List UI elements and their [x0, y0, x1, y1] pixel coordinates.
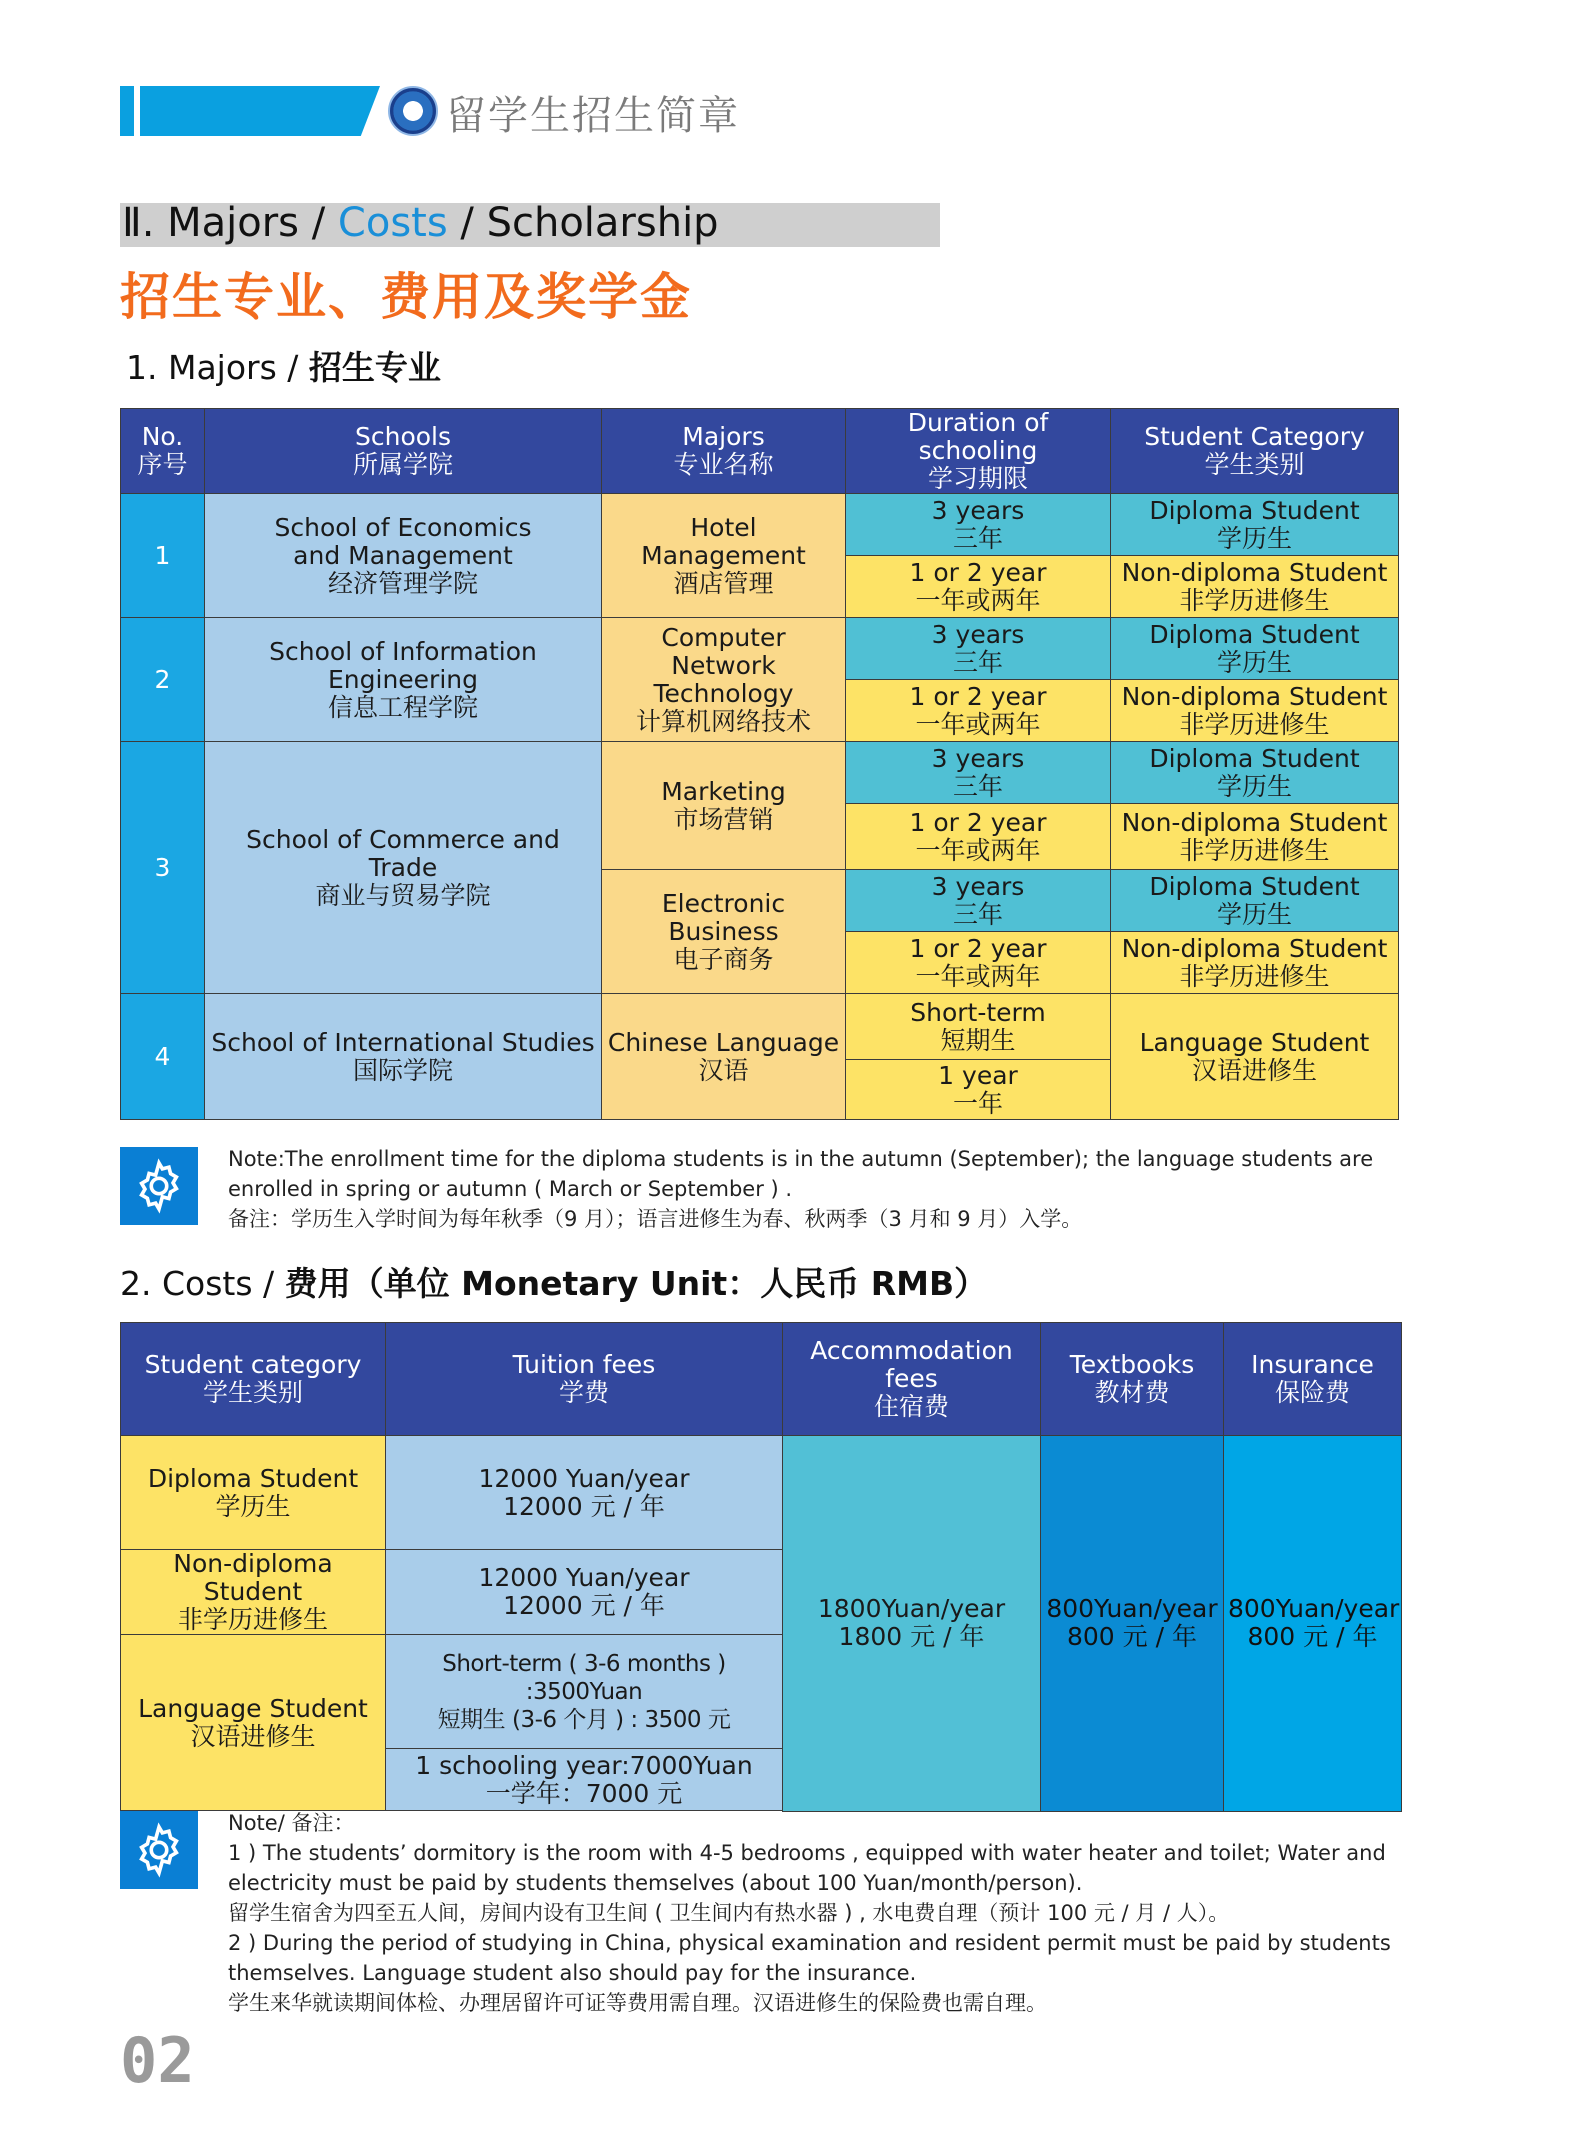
page-number: 02 [120, 2024, 195, 2097]
duration-cell: 1 or 2 year 一年或两年 [846, 932, 1111, 994]
category-cell: Diploma Student 学历生 [1111, 870, 1399, 932]
tuition-cell: 1 schooling year:7000Yuan 一学年：7000 元 [386, 1749, 783, 1811]
header-majors: Majors 专业名称 [602, 409, 846, 494]
majors-heading-en: 1. Majors / [126, 348, 309, 387]
tuition-cell: 12000 Yuan/year 12000 元 / 年 [386, 1550, 783, 1635]
table-row [121, 1436, 1402, 1550]
note-paragraph: 留学生宿舍为四至五人间，房间内设有卫生间 ( 卫生间内有热水器 ) , 水电费自理（预计 100 元 / 月 / 人）。 [228, 1901, 1230, 1925]
note-title: Note/ 备注： [228, 1811, 355, 1835]
major-cell: Hotel Management 酒店管理 [602, 494, 846, 618]
accommodation-cell: 1800Yuan/year 1800 元 / 年 [783, 1436, 1041, 1812]
header-category: Student Category 学生类别 [1111, 409, 1399, 494]
row-number: 3 [121, 742, 205, 994]
section-title-suffix: / Scholarship [447, 200, 719, 246]
section-title [122, 200, 719, 246]
header-accent-bar [120, 86, 134, 136]
note-paragraph: 学生来华就读期间体检、办理居留许可证等费用需自理。汉语进修生的保险费也需自理。 [228, 1991, 1047, 2015]
textbooks-cell: 800Yuan/year 800 元 / 年 [1041, 1436, 1224, 1812]
header-duration: Duration of schooling 学习期限 [846, 409, 1111, 494]
gear-icon [120, 1811, 198, 1889]
insurance-cell: 800Yuan/year 800 元 / 年 [1224, 1436, 1402, 1812]
section-title-prefix: Ⅱ. Majors / [122, 200, 338, 246]
duration-cell: 3 years 三年 [846, 742, 1111, 804]
majors-header-row [121, 409, 1399, 494]
duration-cell: 3 years 三年 [846, 870, 1111, 932]
majors-heading [126, 342, 441, 389]
school-logo-icon [388, 86, 438, 136]
category-cell: Non-diploma Student 非学历进修生 [1111, 932, 1399, 994]
duration-cell: 1 or 2 year 一年或两年 [846, 556, 1111, 618]
major-cell: Chinese Language 汉语 [602, 994, 846, 1120]
table-row [121, 494, 1399, 556]
category-cell: Diploma Student 学历生 [1111, 742, 1399, 804]
category-cell: Non-diploma Student 非学历进修生 [1111, 680, 1399, 742]
header-textbooks: Textbooks 教材费 [1041, 1323, 1224, 1436]
duration-cell: 1 or 2 year 一年或两年 [846, 804, 1111, 870]
row-number: 4 [121, 994, 205, 1120]
header-insurance: Insurance 保险费 [1224, 1323, 1402, 1436]
category-cell: Language Student 汉语进修生 [1111, 994, 1399, 1120]
header-accommodation: Accommodation fees 住宿费 [783, 1323, 1041, 1436]
note-line: enrolled in spring or autumn ( March or September ) . [228, 1177, 793, 1201]
costs-note [228, 1808, 1400, 2018]
table-row [121, 742, 1399, 804]
header-tuition: Tuition fees 学费 [386, 1323, 783, 1436]
note-line: Note:The enrollment time for the diploma students is in the autumn (September); the language students are [228, 1147, 1374, 1171]
school-cell: School of International Studies 国际学院 [205, 994, 602, 1120]
duration-cell: 3 years 三年 [846, 494, 1111, 556]
note-line: 备注：学历生入学时间为每年秋季（9 月）；语言进修生为春、秋两季（3 月和 9 月）入学。 [228, 1207, 1083, 1231]
school-cell: School of Commerce and Trade 商业与贸易学院 [205, 742, 602, 994]
duration-cell: Short-term 短期生 [846, 994, 1111, 1060]
category-cell: Diploma Student 学历生 [1111, 494, 1399, 556]
header-schools: Schools 所属学院 [205, 409, 602, 494]
row-number: 2 [121, 618, 205, 742]
category-cell: Language Student 汉语进修生 [121, 1635, 386, 1811]
category-cell: Non-diploma Student 非学历进修生 [1111, 804, 1399, 870]
note-paragraph: 2 ) During the period of studying in China, physical examination and resident permit must be paid by students themselves. Language student also should pay for the insurance. [228, 1931, 1391, 1985]
costs-table [120, 1322, 1402, 1812]
category-cell: Diploma Student 学历生 [1111, 618, 1399, 680]
gear-icon [120, 1147, 198, 1225]
note-paragraph: 1 ) The students’ dormitory is the room with 4-5 bedrooms , equipped with water heater and toilet; Water and electricity must be paid by students themselves (about 100 Yuan/month/person). [228, 1841, 1386, 1895]
row-number: 1 [121, 494, 205, 618]
duration-cell: 1 year 一年 [846, 1060, 1111, 1120]
costs-header-row [121, 1323, 1402, 1436]
duration-cell: 3 years 三年 [846, 618, 1111, 680]
tuition-cell: 12000 Yuan/year 12000 元 / 年 [386, 1436, 783, 1550]
majors-note [228, 1144, 1398, 1234]
section-title-highlight: Costs [337, 200, 448, 246]
school-cell: School of Information Engineering 信息工程学院 [205, 618, 602, 742]
school-cell: School of Economics and Management 经济管理学院 [205, 494, 602, 618]
tuition-cell: Short-term ( 3-6 months ) :3500Yuan 短期生 (3-6 个月 ) : 3500 元 [386, 1635, 783, 1749]
category-cell: Diploma Student 学历生 [121, 1436, 386, 1550]
header-student-category: Student category 学生类别 [121, 1323, 386, 1436]
costs-heading-en: 2. Costs / [120, 1264, 285, 1303]
header-no: No. 序号 [121, 409, 205, 494]
table-row [121, 994, 1399, 1060]
major-cell: Computer Network Technology 计算机网络技术 [602, 618, 846, 742]
category-cell: Non-diploma Student 非学历进修生 [121, 1550, 386, 1635]
header-title: 留学生招生简章 [446, 93, 740, 139]
section-title-cn: 招生专业、费用及奖学金 [120, 268, 692, 326]
costs-heading [120, 1258, 987, 1305]
majors-table [120, 408, 1399, 1120]
major-cell: Marketing 市场营销 [602, 742, 846, 870]
costs-heading-cn: 费用（单位 Monetary Unit：人民币 RMB） [284, 1264, 988, 1303]
major-cell: Electronic Business 电子商务 [602, 870, 846, 994]
majors-heading-cn: 招生专业 [308, 348, 441, 387]
duration-cell: 1 or 2 year 一年或两年 [846, 680, 1111, 742]
category-cell: Non-diploma Student 非学历进修生 [1111, 556, 1399, 618]
table-row [121, 618, 1399, 680]
header-blue-strip [140, 86, 380, 136]
